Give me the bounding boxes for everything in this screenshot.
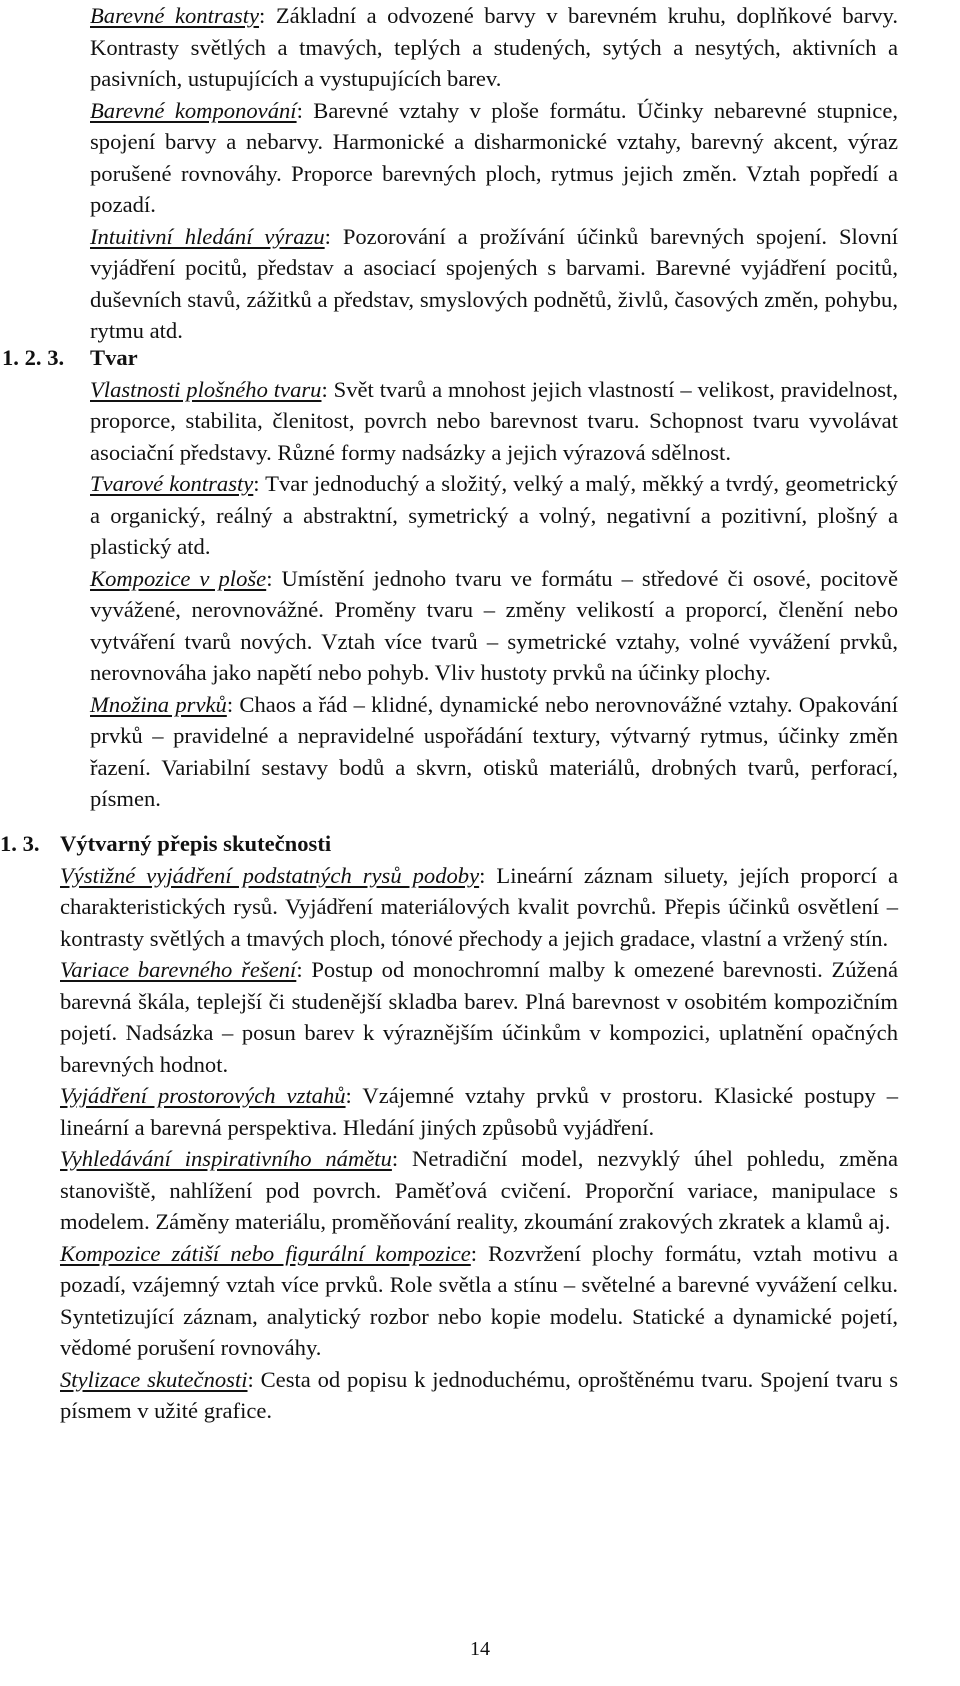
- term-variace-barevneho-reseni: Variace barevného řešení: [60, 957, 297, 982]
- term-intuitivni-hledani: Intuitivní hledání výrazu: [90, 223, 325, 249]
- section-title: Tvar: [90, 345, 138, 370]
- section-heading: [2, 342, 898, 374]
- section-vytvarny-prepis: [0, 828, 899, 1427]
- paragraph-intuitivni-hledani: [90, 221, 898, 347]
- term-vlastnosti-tvaru: Vlastnosti plošného tvaru: [90, 376, 322, 402]
- term-kompozice-v-plose: Kompozice v ploše: [90, 565, 267, 591]
- term-vystizne-vyjadreni: Výstižné vyjádření podstatných rysů podoby: [60, 862, 480, 888]
- section-color-continuation: [90, 0, 898, 347]
- paragraph-text: : Barevné vztahy v ploše formátu. Účinky nebarevné stupnice, spojení barvy a nebarvy. Harmonické a disharmonické vztahy, barevný akcent, výraz porušené rovnováhy. Proporce barevných ploch, rytmus jejich změn. Vztah popředí a pozadí.: [90, 97, 899, 217]
- paragraph-text: : Cesta od popisu k jednoduchému, oproštěnému tvaru. Spojení tvaru s písmem v užité grafice.: [60, 1366, 898, 1423]
- paragraph-text: : Tvar jednoduchý a složitý, velký a malý, měkký a tvrdý, geometrický a organický, reálný a abstraktní, symetrický a volný, negativní a pozitivní, plošný a plastický atd.: [90, 471, 899, 559]
- paragraph-text: : Chaos a řád – klidné, dynamické nebo nerovnovážné vztahy. Opakování prvků – pravidelné a nepravidelné uspořádání textury, výtvarný rytmus, účinky změn řazení. Variabilní sestavy bodů a skvrn, otisků materiálů, drobných tvarů, perforací, písmen.: [90, 691, 899, 811]
- paragraph-stylizace-skutecnosti: [60, 1364, 898, 1427]
- term-inspirativni-namet: Vyhledávání inspirativního námětu: [60, 1146, 392, 1171]
- section-number: 1. 3.: [0, 831, 40, 856]
- paragraph-barevne-kontrasty: [90, 0, 898, 95]
- paragraph-text: : Rozvržení plochy formátu, vztah motivu a pozadí, vzájemný vztah více prvků. Role světla a stínu – světelné a barevné vyvážení celku. Syntetizující záznam, analytický rozbor nebo kopie modelu. Statické a dynamické pojetí, vědomé porušení rovnováhy.: [60, 1240, 898, 1360]
- paragraph-variace-barevneho-reseni: [60, 954, 898, 1080]
- paragraph-kompozice-zatisi: [60, 1238, 898, 1364]
- section-tvar: [2, 342, 899, 815]
- paragraph-text: : Pozorování a prožívání účinků barevných spojení. Slovní vyjádření pocitů, představ a asociací spojených s barvami. Barevné vyjádření pocitů, duševních stavů, zážitků a představ, smyslových podnětů, živlů, časových změn, pohybu, rytmu atd.: [90, 223, 898, 343]
- paragraph-inspirativni-namet: [60, 1143, 898, 1238]
- paragraph-vystizne-vyjadreni: [60, 860, 898, 955]
- paragraph-prostorove-vztahy: [60, 1080, 898, 1143]
- paragraph-barevne-komponovani: [90, 95, 898, 221]
- paragraph-text: : Netradiční model, nezvyklý úhel pohledu, změna stanoviště, nahlížení pod povrch. Paměťová cvičení. Proporční variace, manipulace s modelem. Záměny materiálu, proměňování reality, zkoumání zrakových zkratek a klamů aj.: [60, 1146, 898, 1234]
- section-number: 1. 2. 3.: [2, 345, 65, 370]
- section-title: Výtvarný přepis skutečnosti: [60, 831, 332, 856]
- term-kompozice-zatisi: Kompozice zátiší nebo figurální kompozice: [60, 1240, 471, 1266]
- paragraph-text: : Vzájemné vztahy prvků v prostoru. Klasické postupy – lineární a barevná perspektiva. Hledání jiných způsobů vyjádření.: [60, 1083, 899, 1140]
- paragraph-vlastnosti-tvaru: [90, 374, 898, 469]
- term-tvarove-kontrasty: Tvarové kontrasty: [90, 471, 254, 496]
- paragraph-text: : Umístění jednoho tvaru ve formátu – středové či osové, pocitově vyvážené, nerovnovážné. Proměny tvaru – změny velikostí a proporcí, členění nebo vytváření tvarů nových. Vztah více tvarů – symetrické vztahy, volné vyvážení prvků, nerovnováha jako napětí nebo pohyb. Vliv hustoty prvků na účinky plochy.: [90, 565, 899, 685]
- paragraph-kompozice-v-plose: [90, 563, 898, 689]
- term-barevne-kontrasty: Barevné kontrasty: [90, 3, 260, 28]
- paragraph-mnozina-prvku: [90, 689, 898, 815]
- page-number: 14: [470, 1638, 490, 1660]
- section-heading: [0, 828, 898, 860]
- paragraph-text: : Lineární záznam siluety, jejích proporcí a charakteristických rysů. Vyjádření materiálových kvalit povrchů. Přepis účinků osvětlení – kontrasty světlých a tmavých ploch, tónové přechody a jejich gradace, vlastní a vržený stín.: [60, 862, 898, 951]
- term-prostorove-vztahy: Vyjádření prostorových vztahů: [60, 1083, 346, 1108]
- term-barevne-komponovani: Barevné komponování: [90, 97, 297, 123]
- term-stylizace-skutecnosti: Stylizace skutečnosti: [60, 1366, 248, 1392]
- term-mnozina-prvku: Množina prvků: [90, 691, 227, 717]
- paragraph-text: : Základní a odvozené barvy v barevném kruhu, doplňkové barvy. Kontrasty světlých a tmavých, teplých a studených, sytých a nesytých, aktivních a pasivních, ustupujících a vystupujících barev.: [90, 3, 898, 91]
- paragraph-text: : Svět tvarů a mnohost jejich vlastností – velikost, pravidelnost, proporce, stabilita, členitost, povrch nebo barevnost tvaru. Schopnost tvaru vyvolávat asociační představy. Různé formy nadsázky a jejich výrazová sdělnost.: [90, 376, 898, 465]
- paragraph-tvarove-kontrasty: [90, 468, 898, 563]
- paragraph-text: : Postup od monochromní malby k omezené barevnosti. Zúžená barevná škála, teplejší či studenější skladba barev. Plná barevnost v osobitém kompozičním pojetí. Nadsázka – posun barev k výraznějším účinkům v kompozici, uplatnění opačných barevných hodnot.: [60, 957, 898, 1077]
